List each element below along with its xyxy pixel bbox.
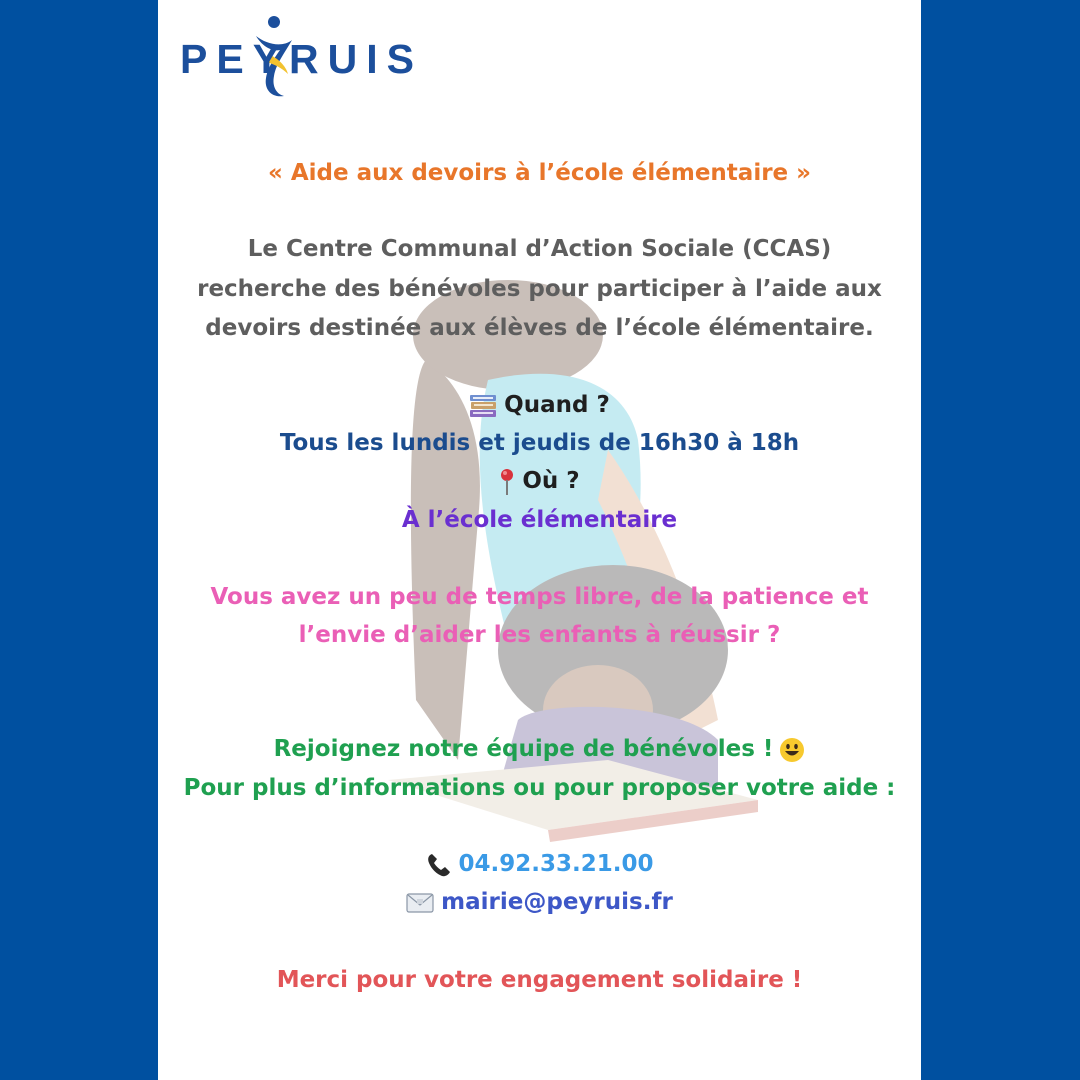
intro-line-3: devoirs destinée aux élèves de l’école élémentaire. xyxy=(205,315,874,341)
where-answer: À l’école élémentaire xyxy=(401,507,678,533)
books-icon xyxy=(469,393,497,419)
intro-line-2: recherche des bénévoles pour participer à l’aide aux xyxy=(197,276,882,302)
pitch-line-2: l’envie d’aider les enfants à réussir ? xyxy=(298,622,781,648)
phone-number[interactable]: 04.92.33.21.00 xyxy=(458,851,654,877)
join-line xyxy=(158,730,921,768)
envelope-icon xyxy=(406,892,434,914)
poster-sheet xyxy=(158,0,921,1080)
email-line xyxy=(158,883,921,921)
where-question xyxy=(158,462,921,500)
logo-wordmark: PEYRUIS xyxy=(180,36,423,82)
when-answer: Tous les lundis et jeudis de 16h30 à 18h xyxy=(279,430,800,456)
poster-title: « Aide aux devoirs à l’école élémentaire » xyxy=(267,160,812,186)
email-address[interactable]: mairie@peyruis.fr xyxy=(441,889,673,915)
phone-line xyxy=(158,845,921,883)
when-question-text: Quand ? xyxy=(504,392,610,418)
phone-icon xyxy=(426,852,452,878)
when-question xyxy=(158,386,921,424)
pin-icon xyxy=(499,468,515,496)
info-line: Pour plus d’informations ou pour proposer votre aide : xyxy=(183,775,896,801)
pitch-line-1: Vous avez un peu de temps libre, de la patience et xyxy=(210,584,869,610)
intro-line-1: Le Centre Communal d’Action Sociale (CCAS) xyxy=(247,236,832,262)
peyruis-logo xyxy=(180,14,440,100)
join-text: Rejoignez notre équipe de bénévoles ! xyxy=(273,736,774,762)
thanks-line: Merci pour votre engagement solidaire ! xyxy=(276,967,803,993)
where-question-text: Où ? xyxy=(522,468,580,494)
smiley-icon xyxy=(779,737,805,763)
